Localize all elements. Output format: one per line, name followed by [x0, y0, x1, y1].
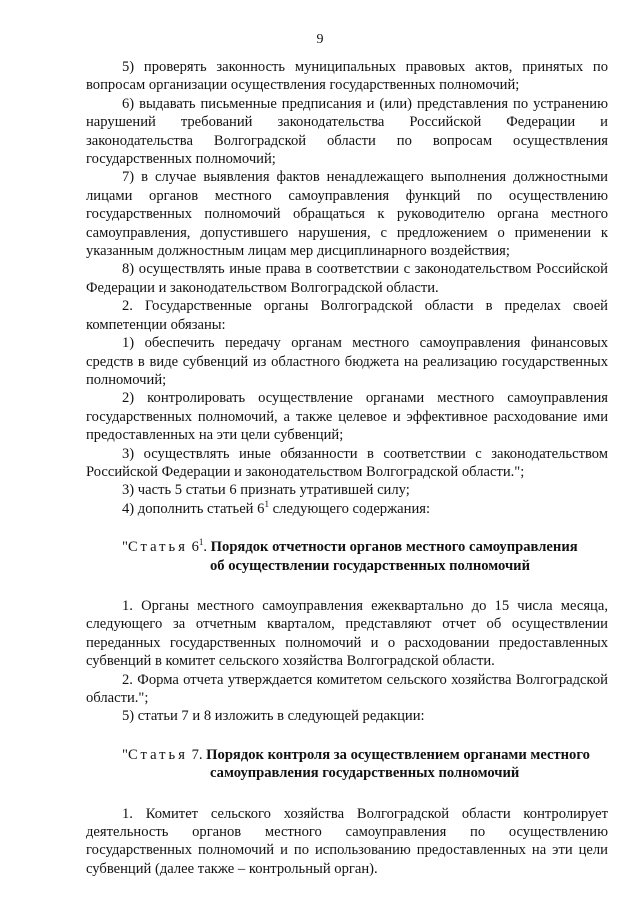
- amend-4-sup: 1: [264, 498, 269, 509]
- article-7-title-2: самоуправления государственных полномочий: [210, 765, 520, 782]
- paragraph-duty-2: 2) контролировать осуществление органами местного самоуправления государственных полномочий, а также целевое и эффективное расходование ими предоставленных на эти цели субвенций;: [86, 390, 608, 444]
- paragraph-amend-4: [86, 500, 608, 518]
- article-6-1-quote: ": [122, 539, 128, 556]
- article-7-heading: [86, 746, 608, 783]
- article-7-word: Статья: [127, 746, 188, 763]
- paragraph-duty-3: 3) осуществлять иные обязанности в соответствии с законодательством Российской Федерации и законодательством Волгоградской области.";: [86, 445, 608, 480]
- article-6-1-title-2: об осуществлении государственных полномочий: [210, 557, 530, 574]
- paragraph-item-8-other-rights: 8) осуществлять иные права в соответствии с законодательством Российской Федерации и законодательством Волгоградской области.: [86, 261, 608, 296]
- article-6-1-dot: .: [203, 539, 211, 556]
- paragraph-item-5-verify: 5) проверять законность муниципальных правовых актов, принятых по вопросам организации осуществления государственных полномочий;: [86, 59, 608, 94]
- paragraph-art61-part-2: 2. Форма отчета утверждается комитетом сельского хозяйства Волгоградской области.";: [86, 671, 608, 706]
- paragraph-amend-5: 5) статьи 7 и 8 изложить в следующей редакции:: [122, 708, 425, 725]
- paragraph-part-2: 2. Государственные органы Волгоградской области в пределах своей компетенции обязаны:: [86, 298, 608, 333]
- article-6-1-word: Статья: [127, 539, 188, 556]
- document-body: [86, 58, 608, 878]
- amend-4-text-end: следующего содержания:: [268, 500, 431, 517]
- paragraph-amend-3: 3) часть 5 статьи 6 признать утратившей силу;: [122, 482, 410, 499]
- article-6-1-heading: [86, 538, 608, 575]
- article-7-num: 7.: [187, 746, 207, 763]
- paragraph-art61-part-1: 1. Органы местного самоуправления ежеквартально до 15 числа месяца, следующего за отчетным кварталом, представляют отчет об осуществлении переданных государственных полномочий и о расходовании предоставленных субвенций в комитет сельского хозяйства Волгоградской области.: [86, 597, 608, 670]
- article-7-title-1: Порядок контроля за осуществлением органами местного: [206, 746, 590, 763]
- article-6-1-num: 6: [187, 539, 199, 556]
- article-7-quote: ": [122, 746, 128, 763]
- amend-4-text: 4) дополнить статьей 6: [122, 500, 265, 517]
- paragraph-art7-part-1: 1. Комитет сельского хозяйства Волгоградской области контролирует деятельность органов местного самоуправления по осуществлению государственных полномочий и по использованию предоставленных на эти цели субвенций (далее также – контрольный орган).: [86, 805, 608, 877]
- article-6-1-title-1: Порядок отчетности органов местного самоуправления: [210, 539, 578, 556]
- paragraph-duty-1: 1) обеспечить передачу органам местного самоуправления финансовых средств в виде субвенций из областного бюджета на реализацию государственных полномочий;: [86, 335, 608, 388]
- paragraph-item-7-violations: 7) в случае выявления фактов ненадлежащего выполнения должностными лицами органов местного самоуправления функций по осуществлению государственных полномочий обращаться к руководителю органа местного самоуправления, допустившего нарушения, с предложением о применении к указанным должностным лицам мер дисциплинарного воздействия;: [86, 169, 608, 260]
- article-6-1-sup: 1: [198, 537, 204, 548]
- paragraph-item-6-orders: 6) выдавать письменные предписания и (или) представления по устранению нарушений требований законодательства Российской Федерации и законодательства Волгоградской области по вопросам осуществления государственных полномочий;: [86, 95, 608, 168]
- page-number: 9: [316, 32, 324, 47]
